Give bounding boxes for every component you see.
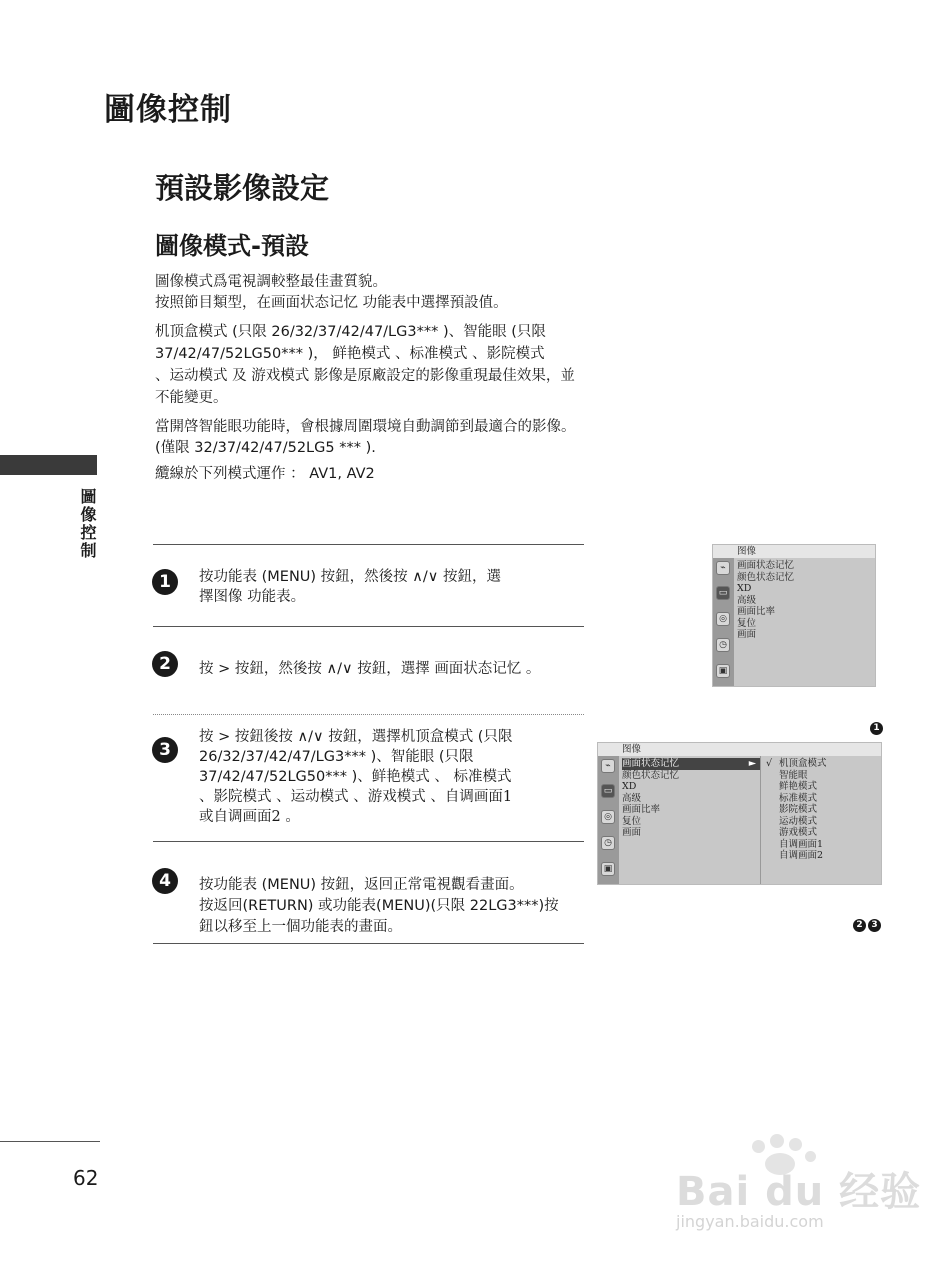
time-icon: ◷ [601,836,615,850]
osd-icon-column [598,756,619,884]
picture-icon: ▭ [601,784,615,798]
picture-mode-option[interactable]: 自调画面2 [779,850,824,861]
option-icon: ▣ [601,862,615,876]
picture-mode-option[interactable]: 运动模式 [779,815,818,827]
modes-line-2: 37/42/47/52LG50*** )， 鲜艳模式 、标准模式 、影院模式 [155,346,545,362]
watermark-brand: Bai du 经验 [676,1169,922,1215]
check-icon: √ [766,758,773,769]
picture-icon: ▭ [716,586,730,600]
side-tab-label: 圖像控制 [78,488,97,560]
osd-menu-item[interactable]: 颜色状态记忆 [622,769,680,781]
picture-mode-option[interactable]: 鲜艳模式 [779,781,818,792]
side-tab-bar [0,455,97,475]
osd-menu-item[interactable]: 高级 [622,792,642,804]
step-3-text: 按 > 按鈕後按 ∧/∨ 按鈕，選擇机顶盒模式 (只限 26/32/37/42/47/LG3*** )、智能眼 (只限 37/42/47/52LG50*** )、鲜艳模式 、 标准模式 、影院模式 、运动模式 、游戏模式 、自调画面1 或自调画面2 。 [199,729,513,825]
tv-setup-icon: ⌁ [601,759,615,773]
osd-menu-title: 图像 [713,545,875,558]
intro-paragraph [155,272,625,314]
step-divider [153,841,584,842]
picture-mode-option[interactable]: 自调画面1 [779,838,824,850]
picture-mode-options [779,758,827,862]
picture-mode-option[interactable]: 游戏模式 [779,827,818,838]
modes-paragraph [155,321,625,409]
step-1-text: 按功能表 (MENU) 按鈕，然後按 ∧/∨ 按鈕，選 擇图像 功能表。 [199,569,501,605]
picture-mode-option[interactable]: 影院模式 [779,804,818,815]
step-number: 4 [152,868,178,894]
picture-mode-option[interactable]: 机顶盒模式 [779,758,827,769]
watermark-url: jingyan.baidu.com [676,1212,824,1231]
step-divider [153,714,584,715]
step-4-text: 按功能表 (MENU) 按鈕，返回正常電視觀看畫面。 按返回(RETURN) 或功能表(MENU)(只限 22LG3***)按 鈕以移至上一個功能表的畫面。 [199,877,559,935]
osd-menu-items [737,560,794,641]
av-note: 纜線於下列模式運作 ： AV1, AV2 [155,466,375,482]
modes-line-1: 机顶盒模式 (只限 26/32/37/42/47/LG3*** )、智能眼 (只限 [155,324,546,340]
osd-menu-item[interactable]: XD [622,781,637,792]
tv-setup-icon: ⌁ [716,561,730,575]
submenu-arrow-icon: ► [748,758,756,769]
osd-menu-picture [712,544,876,687]
step-number: 1 [152,569,178,595]
option-icon: ▣ [716,664,730,678]
osd-menu-items [622,758,760,839]
audio-icon: ◎ [716,612,730,626]
step-divider [153,943,584,944]
submenu-divider [760,756,761,884]
osd-menu-item[interactable]: 复位 [622,815,642,827]
footer-rule [0,1141,100,1142]
osd-menu-picture-mode [597,742,882,885]
osd-menu-item[interactable]: 高级 [737,594,757,606]
smart-eye-paragraph: 當開啓智能眼功能時，會根據周圍環境自動調節到最適合的影像。 (僅限 32/37/42/47/52LG5 *** ). [155,419,576,456]
modes-line-3: 、运动模式 及 游戏模式 影像是原廠設定的影像重現最佳效果，並 [155,368,575,384]
figure-caption: 2 3 [851,912,881,932]
audio-icon: ◎ [601,810,615,824]
osd-menu-item[interactable]: 画面 [622,827,642,838]
step-number: 3 [152,737,178,763]
step-number: 2 [152,651,178,677]
osd-menu-item[interactable]: 复位 [737,617,757,629]
section-title: 預設影像設定 [155,171,330,205]
step-2-text: 按 > 按鈕，然後按 ∧/∨ 按鈕，選擇 画面状态记忆 。 [199,661,541,677]
page-number: 62 [73,1166,99,1190]
osd-icon-column [713,558,734,686]
osd-menu-title: 图像 [598,743,881,756]
modes-line-4: 不能變更。 [155,390,228,406]
step-divider [153,544,584,545]
picture-mode-option[interactable]: 智能眼 [779,769,808,781]
step-divider [153,626,584,627]
chapter-title: 圖像控制 [104,92,232,128]
intro-line-1: 圖像模式爲電視調較整最佳畫質貌。 [155,274,387,290]
osd-menu-item-selected[interactable]: 画面状态记忆 ► [622,758,760,770]
figure-caption: 1 [868,715,883,735]
osd-menu-item[interactable]: 画面状态记忆 [737,560,795,571]
intro-line-2: 按照節目類型，在画面状态记忆 功能表中選擇預設值。 [155,295,508,311]
osd-menu-item[interactable]: 颜色状态记忆 [737,571,795,583]
osd-menu-item[interactable]: 画面比率 [622,804,661,815]
time-icon: ◷ [716,638,730,652]
osd-menu-item[interactable]: 画面 [737,629,757,640]
picture-mode-option[interactable]: 标准模式 [779,792,818,804]
osd-menu-item[interactable]: XD [737,583,752,594]
sub-title: 圖像模式-預設 [155,232,309,260]
menu-term: 画面状态记忆 [271,295,358,311]
osd-menu-item[interactable]: 画面比率 [737,606,776,617]
